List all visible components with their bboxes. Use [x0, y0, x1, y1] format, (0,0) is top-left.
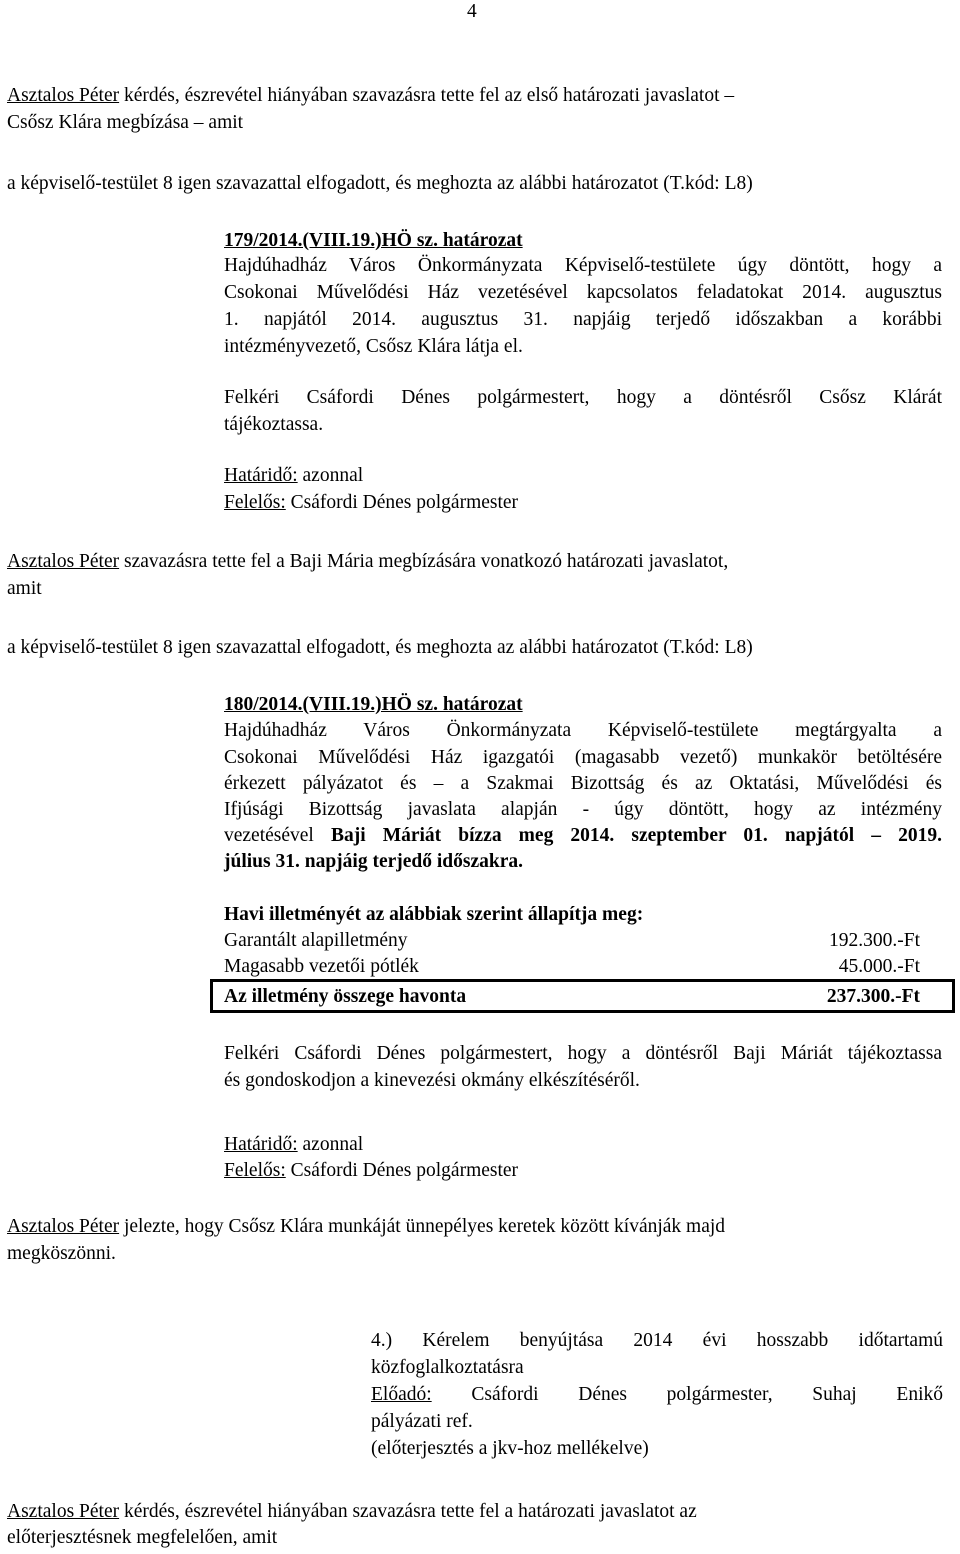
presenter-label: Előadó:	[371, 1384, 432, 1405]
deadline-value: azonnal	[297, 1134, 364, 1155]
paragraph-vote-intro-2	[7, 549, 728, 575]
resolution-text-line: Hajdúhadház Város Önkormányzata Képviselő-testülete úgy döntött, hogy a	[224, 255, 942, 276]
presenter-value: Csáfordi Dénes polgármester, Suhaj Enikő	[431, 1384, 943, 1405]
paragraph-text: kérdés, észrevétel hiányában szavazásra tette fel a határozati javaslatot az	[119, 1501, 697, 1522]
responsible-value: Csáfordi Dénes polgármester	[285, 492, 519, 513]
resolution-text-line: 1. napjától 2014. augusztus 31. napjáig terjedő időszakban a korábbi	[224, 309, 942, 330]
speaker-name: Asztalos Péter	[7, 551, 120, 572]
responsible-label: Felelős:	[224, 492, 286, 513]
speaker-name: Asztalos Péter	[7, 85, 120, 106]
deadline-label: Határidő:	[224, 1134, 298, 1155]
deadline-line	[224, 1132, 363, 1158]
salary-total-label: Az illetmény összege havonta	[224, 986, 467, 1007]
resolution-number: 180/2014.(VIII.19.)HÖ sz. határozat	[224, 694, 523, 715]
paragraph-vote-intro-1	[7, 83, 734, 109]
agenda-item-title: 4.) Kérelem benyújtása 2014 évi hosszabb időtartamú	[371, 1330, 943, 1351]
paragraph-text: szavazásra tette fel a Baji Mária megbízására vonatkozó határozati javaslatot,	[119, 551, 729, 572]
vote-result-line: a képviselő-testület 8 igen szavazattal elfogadott, és meghozta az alábbi határozatot (T.kód: L8)	[7, 173, 753, 194]
agenda-presenter-line	[371, 1382, 943, 1408]
agenda-item-title-line2: közfoglalkoztatásra	[371, 1357, 524, 1378]
paragraph-text: kérdés, észrevétel hiányában szavazásra tette fel az első határozati javaslatot –	[119, 85, 735, 106]
speaker-name: Asztalos Péter	[7, 1216, 120, 1237]
resolution-text-line: érkezett pályázatot és – a Szakmai Bizottság és az Oktatási, Művelődési és	[224, 773, 942, 794]
resolution-text-bold: Baji Máriát bízza meg 2014. szeptember 01. napjától – 2019.	[330, 825, 942, 846]
salary-heading: Havi illetményét az alábbiak szerint állapítja meg:	[224, 904, 644, 925]
resolution-text-line: Ifjúsági Bizottság javaslata alapján - úgy döntött, hogy az intézmény	[224, 799, 942, 820]
deadline-line	[224, 463, 363, 489]
paragraph-vote-intro-4-line2: előterjesztésnek megfelelően, amit	[7, 1527, 278, 1548]
resolution-request-line: Felkéri Csáfordi Dénes polgármestert, hogy a döntésről Csősz Klárát	[224, 387, 942, 408]
responsible-line	[224, 1158, 518, 1184]
responsible-value: Csáfordi Dénes polgármester	[285, 1160, 519, 1181]
resolution-request-line: tájékoztassa.	[224, 414, 324, 435]
agenda-attachment-note: (előterjesztés a jkv-hoz mellékelve)	[371, 1438, 649, 1459]
resolution-text: vezetésével	[224, 825, 331, 846]
paragraph-vote-intro-2-line2: amit	[7, 578, 42, 599]
agenda-presenter-line2: pályázati ref.	[371, 1411, 473, 1432]
salary-row-label: Magasabb vezetői pótlék	[224, 956, 419, 977]
resolution-text-line	[224, 823, 942, 849]
deadline-label: Határidő:	[224, 465, 298, 486]
paragraph-text: jelezte, hogy Csősz Klára munkáját ünnepélyes keretek között kívánják majd	[119, 1216, 726, 1237]
salary-total-value: 237.300.-Ft	[826, 986, 920, 1007]
salary-row-value: 192.300.-Ft	[828, 930, 920, 951]
resolution-text-line: intézményvezető, Csősz Klára látja el.	[224, 336, 523, 357]
resolution-text-line-bold: július 31. napjáig terjedő időszakra.	[224, 851, 524, 872]
resolution-request-line: Felkéri Csáfordi Dénes polgármestert, hogy a döntésről Baji Máriát tájékoztassa	[224, 1043, 942, 1064]
responsible-label: Felelős:	[224, 1160, 286, 1181]
paragraph-vote-intro-4	[7, 1499, 697, 1525]
speaker-name: Asztalos Péter	[7, 1501, 120, 1522]
salary-row-label: Garantált alapilletmény	[224, 930, 408, 951]
resolution-number: 179/2014.(VIII.19.)HÖ sz. határozat	[224, 230, 523, 251]
salary-row-value: 45.000.-Ft	[838, 956, 920, 977]
resolution-text-line: Hajdúhadház Város Önkormányzata Képviselő-testülete megtárgyalta a	[224, 720, 942, 741]
resolution-text-line: Csokonai Művelődési Ház igazgatói (magasabb vezető) munkakör betöltésére	[224, 747, 942, 768]
page-number: 4	[467, 1, 477, 22]
resolution-request-line: és gondoskodjon a kinevezési okmány elkészítéséről.	[224, 1070, 640, 1091]
deadline-value: azonnal	[297, 465, 364, 486]
paragraph-thanks-line2: megköszönni.	[7, 1243, 116, 1264]
paragraph-thanks	[7, 1214, 725, 1240]
paragraph-vote-intro-1-line2: Csősz Klára megbízása – amit	[7, 112, 244, 133]
responsible-line	[224, 490, 518, 516]
vote-result-line: a képviselő-testület 8 igen szavazattal elfogadott, és meghozta az alábbi határozatot (T.kód: L8)	[7, 637, 753, 658]
resolution-text-line: Csokonai Művelődési Ház vezetésével kapcsolatos feladatokat 2014. augusztus	[224, 282, 942, 303]
